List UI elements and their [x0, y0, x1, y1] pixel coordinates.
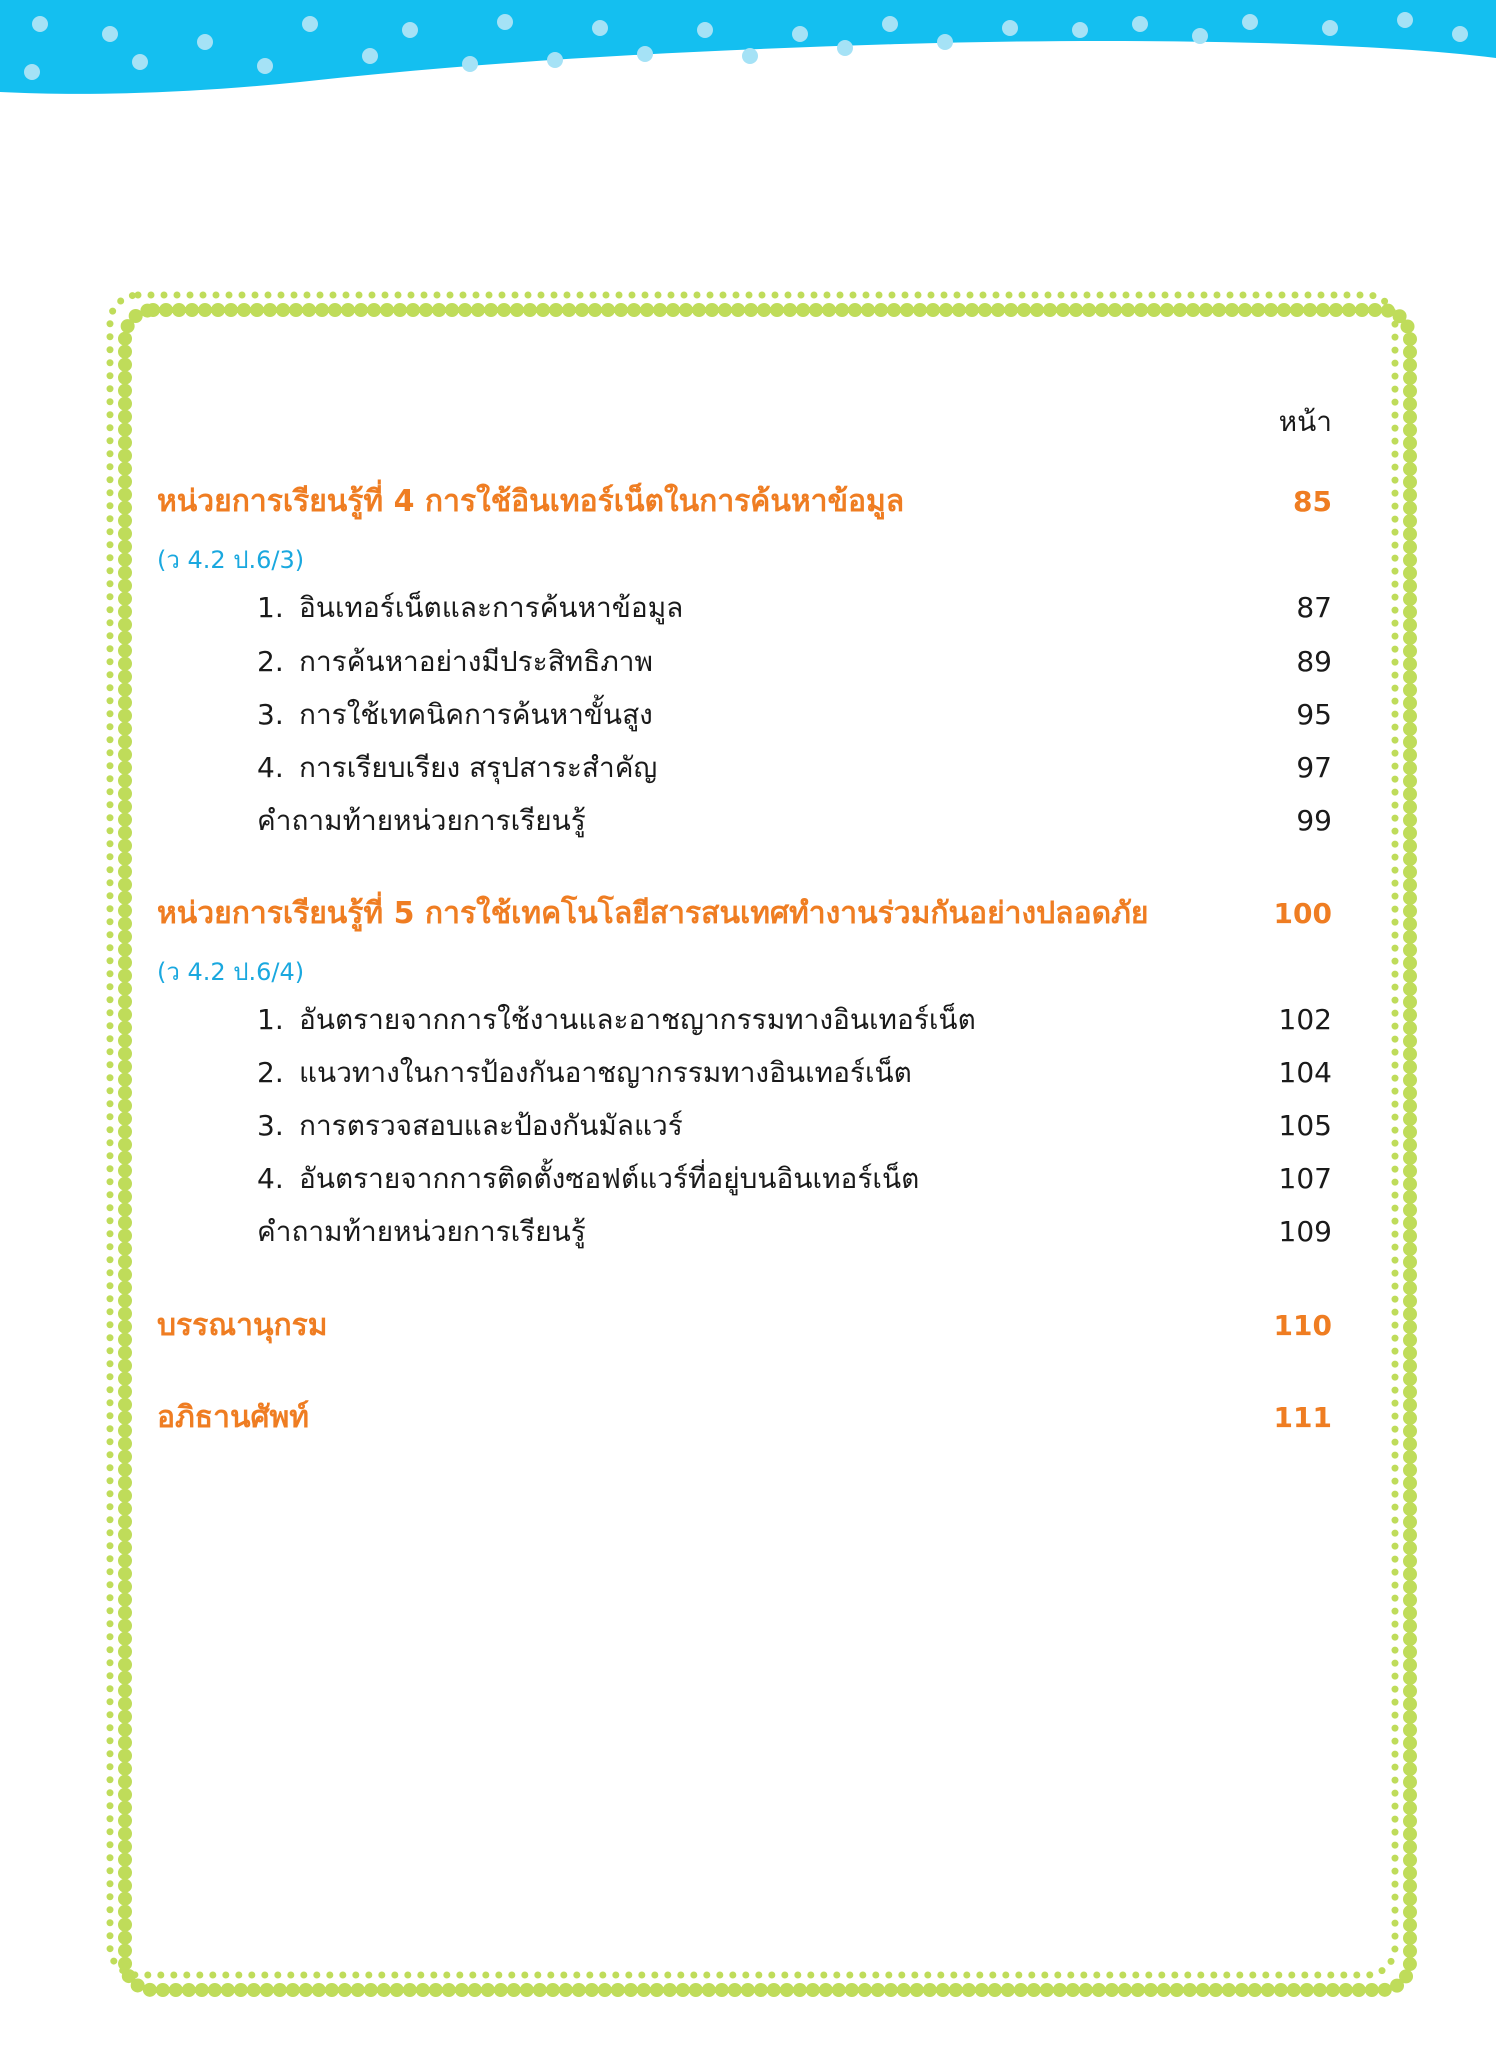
item-label: อันตรายจากการติดตั้งซอฟต์แวร์ที่อยู่บนอินเทอร์เน็ต [299, 1162, 920, 1195]
unit-5-heading[interactable] [157, 890, 1332, 937]
item-page: 95 [1296, 698, 1332, 731]
toc-item[interactable] [157, 640, 1332, 684]
unit-5-title: หน่วยการเรียนรู้ที่ 5 การใช้เทคโนโลยีสารสนเทศทำงานร่วมกันอย่างปลอดภัย [157, 896, 1149, 931]
bibliography-page: 110 [1273, 1309, 1332, 1342]
item-label: อินเทอร์เน็ตและการค้นหาข้อมูล [299, 591, 684, 624]
item-label: การใช้เทคนิคการค้นหาขั้นสูง [299, 698, 653, 731]
item-number: 1. [257, 591, 284, 624]
unit-4-title: หน่วยการเรียนรู้ที่ 4 การใช้อินเทอร์เน็ตในการค้นหาข้อมูล [157, 484, 905, 519]
item-page: 87 [1296, 591, 1332, 624]
item-number: 3. [257, 698, 284, 731]
item-page: 107 [1278, 1162, 1332, 1195]
item-label: แนวทางในการป้องกันอาชญากรรมทางอินเทอร์เน็ต [299, 1056, 912, 1089]
page-column-header: หน้า [1278, 405, 1332, 438]
item-page: 102 [1278, 1003, 1332, 1036]
unit-4-heading[interactable] [157, 478, 1332, 525]
item-label: การค้นหาอย่างมีประสิทธิภาพ [299, 645, 653, 678]
toc-item[interactable] [157, 586, 1332, 630]
toc-item[interactable] [157, 1051, 1332, 1095]
toc-item[interactable] [157, 1210, 1332, 1254]
item-label: การตรวจสอบและป้องกันมัลแวร์ [299, 1109, 683, 1142]
toc-item[interactable] [157, 1157, 1332, 1201]
item-number: 2. [257, 1056, 284, 1089]
item-number: 2. [257, 645, 284, 678]
item-page: 89 [1296, 645, 1332, 678]
unit-5-standard-code: (ว 4.2 ป.6/4) [157, 958, 305, 986]
glossary-page: 111 [1273, 1401, 1332, 1434]
unit-4-page: 85 [1293, 485, 1332, 518]
toc-item[interactable] [157, 799, 1332, 843]
item-page: 109 [1278, 1215, 1332, 1248]
bibliography-heading[interactable] [157, 1302, 1332, 1349]
item-label: อันตรายจากการใช้งานและอาชญากรรมทางอินเทอร์เน็ต [299, 1003, 976, 1036]
glossary-title: อภิธานศัพท์ [157, 1400, 310, 1435]
item-number: 3. [257, 1109, 284, 1142]
item-number: 4. [257, 751, 284, 784]
unit-5-page: 100 [1273, 897, 1332, 930]
item-label: การเรียบเรียง สรุปสาระสำคัญ [299, 751, 658, 784]
toc-item[interactable] [157, 746, 1332, 790]
unit-4-standard-code: (ว 4.2 ป.6/3) [157, 546, 305, 574]
toc-item[interactable] [157, 1104, 1332, 1148]
item-page: 99 [1296, 804, 1332, 837]
toc-item[interactable] [157, 693, 1332, 737]
glossary-heading[interactable] [157, 1394, 1332, 1441]
item-page: 104 [1278, 1056, 1332, 1089]
item-number: 1. [257, 1003, 284, 1036]
item-label: คำถามท้ายหน่วยการเรียนรู้ [257, 1215, 586, 1248]
item-page: 97 [1296, 751, 1332, 784]
bibliography-title: บรรณานุกรม [157, 1308, 328, 1343]
item-page: 105 [1278, 1109, 1332, 1142]
item-label: คำถามท้ายหน่วยการเรียนรู้ [257, 804, 586, 837]
item-number: 4. [257, 1162, 284, 1195]
toc-item[interactable] [157, 998, 1332, 1042]
